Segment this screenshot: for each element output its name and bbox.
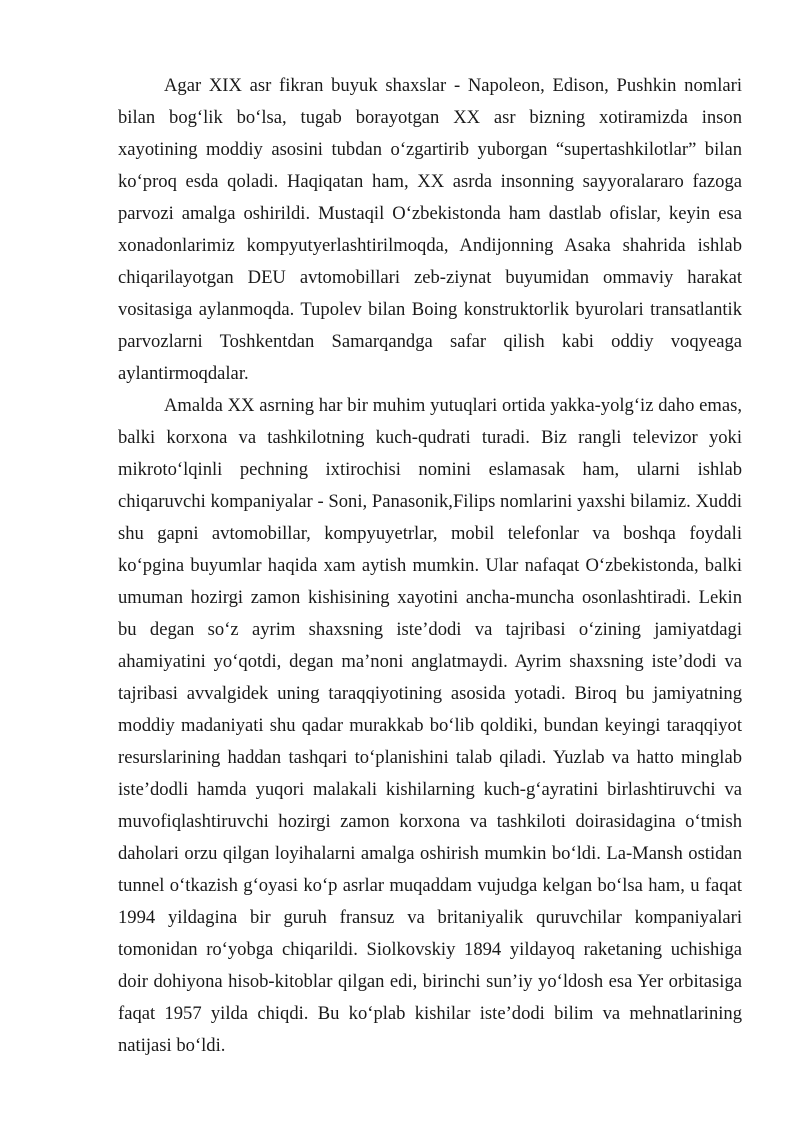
paragraph-2: Amalda XX asrning har bir muhim yutuqlari ortida yakka-yolg‘iz daho emas, balki korxona va tashkilotning kuch-qudrati turadi. Biz rangli televizor yoki mikroto‘lqinli pechning ixtirochisi nomini eslamasak ham, ularni ishlab chiqaruvchi kompaniyalar - Soni, Panasonik,Filips nomlarini yaxshi bilamiz. Xuddi shu gapni avtomobillar, kompyuyetrlar, mobil telefonlar va boshqa foydali ko‘pgina buyumlar haqida xam aytish mumkin. Ular nafaqat O‘zbekistonda, balki umuman hozirgi zamon kishisining xayotini ancha-muncha osonlashtiradi. Lekin bu degan so‘z ayrim shaxsning iste’dodi va tajribasi o‘zining jamiyatdagi ahamiyatini yo‘qotdi, degan ma’noni anglatmaydi. Ayrim shaxsning iste’dodi va tajribasi avvalgidek uning taraqqiyotining asosida yotadi. Biroq bu jamiyatning moddiy madaniyati shu qadar murakkab bo‘lib qoldiki, bundan keyingi taraqqiyot resurslarining haddan tashqari to‘planishini talab qiladi. Yuzlab va hatto minglab iste’dodli hamda yuqori malakali kishilarning kuch-g‘ayratini birlashtiruvchi va muvofiqlashtiruvchi hozirgi zamon korxona va tashkiloti doirasidagina o‘tmish daholari orzu qilgan loyihalarni amalga oshirish mumkin bo‘ldi. La-Mansh ostidan tunnel o‘tkazish g‘oyasi ko‘p asrlar muqaddam vujudga kelgan bo‘lsa ham, u faqat 1994 yildagina bir guruh fransuz va britaniyalik quruvchilar kompaniyalari tomonidan ro‘yobga chiqarildi. Siolkovskiy 1894 yildayoq raketaning uchishiga doir dohiyona hisob-kitoblar qilgan edi, birinchi sun’iy yo‘ldosh esa Yer orbitasiga faqat 1957 yilda chiqdi. Bu ko‘plab kishilar iste’dodi bilim va mehnatlarining natijasi bo‘ldi.	[118, 395, 742, 1056]
document-body	[118, 70, 742, 1062]
paragraph-1: Agar XIX asr fikran buyuk shaxslar - Napoleon, Edison, Pushkin nomlari bilan bog‘lik bo‘lsa, tugab borayotgan XX asr bizning xotiramizda inson xayotining moddiy asosini tubdan o‘zgartirib yuborgan “supertashkilotlar” bilan ko‘proq esda qoladi. Haqiqatan ham, XX asrda insonning sayyoralararo fazoga parvozi amalga oshirildi. Mustaqil O‘zbekistonda ham dastlab ofislar, keyin esa xonadonlarimiz kompyutyerlashtirilmoqda, Andijonning Asaka shahrida ishlab chiqarilayotgan DEU avtomobillari zeb-ziynat buyumidan ommaviy harakat vositasiga aylanmoqda. Tupolev bilan Boing konstruktorlik byurolari transatlantik parvozlarni Toshkentdan Samarqandga safar qilish kabi oddiy voqyeaga aylantirmoqdalar.	[118, 75, 742, 384]
